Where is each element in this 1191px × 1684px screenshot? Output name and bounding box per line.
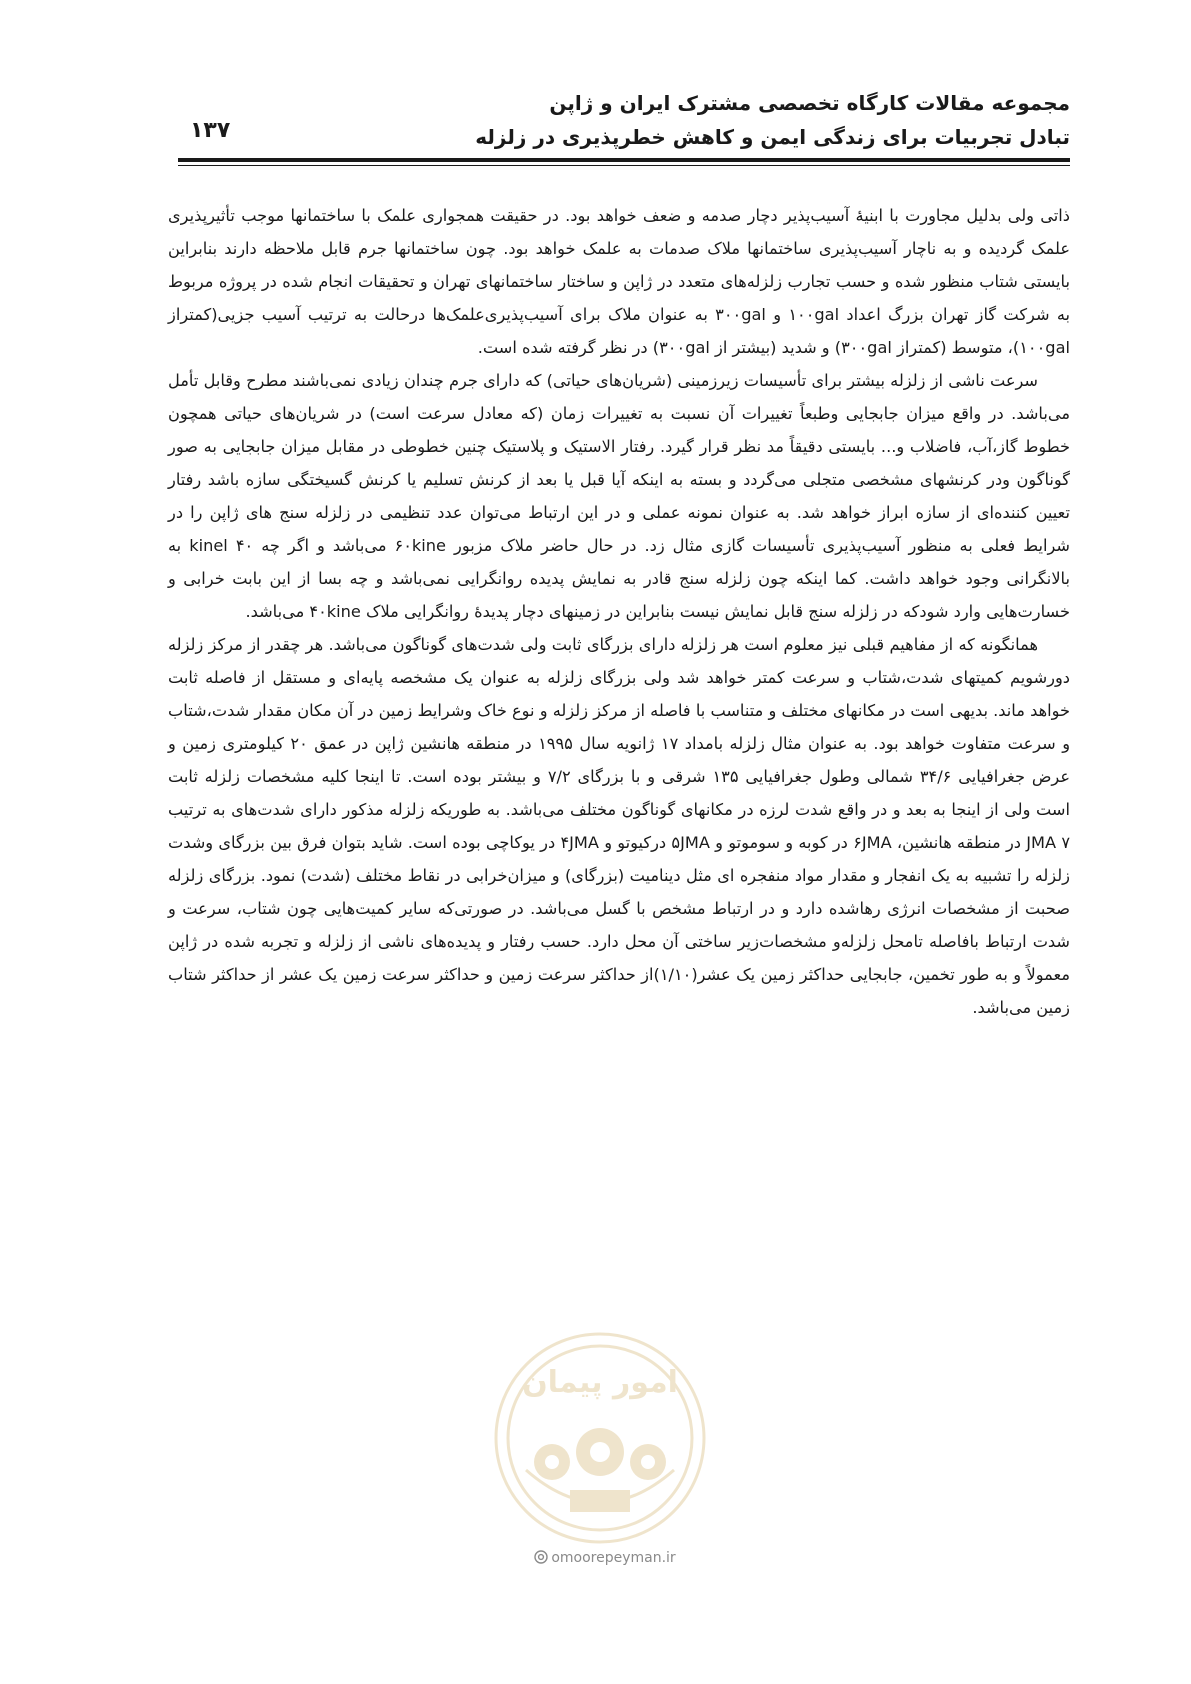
page-number: ۱۳۷ <box>190 118 231 143</box>
header-title-line-2: تبادل تجربیات برای زندگی ایمن و کاهش خطرپذیری در زلزله <box>475 125 1070 149</box>
watermark-site-text: omoorepeyman.ir <box>551 1550 676 1566</box>
at-icon <box>534 1550 548 1564</box>
paragraph-1: ذاتی ولی بدلیل مجاورت با ابنیهٔ آسیب‌پذیر دچار صدمه و ضعف خواهد بود. در حقیقت همجواری علمک با ساختمانها موجب تأثیرپذیری علمک گردیده و به ناچار آسیب‌پذیری ساختمانها ملاک صدمات به علمک خواهد بود. چون ساختمانها جرم قابل ملاحظه دارند بنابراین بایستی شتاب منظور شده و حسب تجارب زلزله‌های متعدد در ژاپن و ساختار ساختمانهای تهران و تحقیقات انجام شده در پروژه مربوط به شرکت گاز تهران بزرگ اعداد ۱۰۰gal و ۳۰۰gal به عنوان ملاک برای آسیب‌پذیری‌علمک‌ها درحالت به ترتیب آسیب جزیی(کمتراز ۱۰۰gal)، متوسط (کمتراز ۳۰۰gal) و شدید (بیشتر از ۳۰۰gal) در نظر گرفته شده است. <box>168 206 1071 357</box>
watermark-logo-text: امور پیمان <box>522 1365 678 1400</box>
page-header <box>178 82 1070 182</box>
header-titles <box>475 86 1070 154</box>
body-text <box>168 199 1070 1024</box>
paragraph-3: همانگونه که از مفاهیم قبلی نیز معلوم است هر زلزله دارای بزرگای ثابت ولی شدت‌های گوناگون می‌باشد. هر چقدر از مرکز زلزله دورشویم کمیتهای شدت،شتاب و سرعت کمتر خواهد شد ولی بزرگای زلزله به عنوان یک مشخصه پایه‌ای و مستقل از فاصله ثابت خواهد ماند. بدیهی است در مکانهای مختلف و متناسب با فاصله از مرکز زلزله و نوع خاک وشرایط زمین در آن مکان مقدار شدت،شتاب و سرعت متفاوت خواهد بود. به عنوان مثال زلزله بامداد ۱۷ ژانویه سال ۱۹۹۵ در منطقه هانشین ژاپن در عمق ۲۰ کیلومتری زمین و عرض جغرافیایی ۳۴/۶ شمالی وطول جغرافیایی ۱۳۵ شرقی و با بزرگای ۷/۲ و بیشتر بوده است. تا اینجا کلیه مشخصات زلزله ثابت است ولی از اینجا به بعد و در واقع شدت لرزه در مکانهای گوناگون مختلف می‌باشد. به طوریکه زلزله مذکور دارای شدت‌های به ترتیب JMA ۷ در منطقه هانشین، ۶JMA در کوبه و سوموتو و ۵JMA درکیوتو و ۴JMA در یوکاچی بوده است. شاید بتوان فرق بین بزرگای وشدت زلزله را تشبیه به یک انفجار و مقدار مواد منفجره ای مثل دینامیت (بزرگای) و میزان‌خرابی در نقاط مختلف (شدت) نمود. بزرگای زلزله صحبت از مشخصات انرژی رهاشده دارد و در ارتباط مشخص با گسل می‌باشد. در صورتی‌که سایر کمیت‌هایی چون شتاب، سرعت و شدت ارتباط بافاصله تامحل زلزله‌و مشخصات‌زیر ساختی آن محل دارد. حسب رفتار و پدیده‌های ناشی از زلزله و تجربه شده در ژاپن معمولاً و به طور تخمین، جابجایی حداکثر زمین یک عشر(۱/۱۰)از حداکثر سرعت زمین و حداکثر سرعت زمین یک عشر از حداکثر شتاب زمین می‌باشد. <box>168 635 1071 1017</box>
paragraph-2: سرعت ناشی از زلزله بیشتر برای تأسیسات زیرزمینی (شریان‌های حیاتی) که دارای جرم چندان زیادی نمی‌باشند مطرح وقابل تأمل می‌باشد. در واقع میزان جابجایی وطبعاً تغییرات آن نسبت به تغییرات زمان (که معادل سرعت است) در شریان‌های حیاتی همچون خطوط گاز،آب، فاضلاب و... بایستی دقیقاً مد نظر قرار گیرد. رفتار الاستیک و پلاستیک چنین خطوطی در مقابل میزان جابجایی به صور گوناگون ودر کرنشهای مشخصی متجلی می‌گردد و بسته به اینکه آیا قبل یا بعد از کرنش تسلیم یا کرنش گسیختگی سازه باشد رفتار تعیین کننده‌ای از سازه ابراز خواهد شد. به عنوان نمونه عملی و در این ارتباط می‌توان عدد تنظیمی در زلزله سنج های ژاپن را در شرایط فعلی به منظور آسیب‌پذیری تأسیسات گازی مثال زد. در حال حاضر ملاک مزبور ۶۰kine می‌باشد و اگر چه ۴۰ kinel به بالانگرانی وجود خواهد داشت. کما اینکه چون زلزله سنج قادر به نمایش پدیده روانگرایی نمی‌باشد و چه بسا از این بابت خرابی و خسارت‌هایی وارد شودکه در زلزله سنج قابل نمایش نیست بنابراین در زمینهای دچار پدیدهٔ روانگرایی ملاک ۴۰kine می‌باشد. <box>168 371 1070 621</box>
header-title-line-1: مجموعه مقالات کارگاه تخصصی مشترک ایران و ژاپن <box>549 91 1070 115</box>
header-rule-thin <box>178 165 1070 166</box>
header-rule-thick <box>178 158 1070 162</box>
watermark-site <box>495 1550 715 1566</box>
watermark-logo <box>488 1320 712 1550</box>
